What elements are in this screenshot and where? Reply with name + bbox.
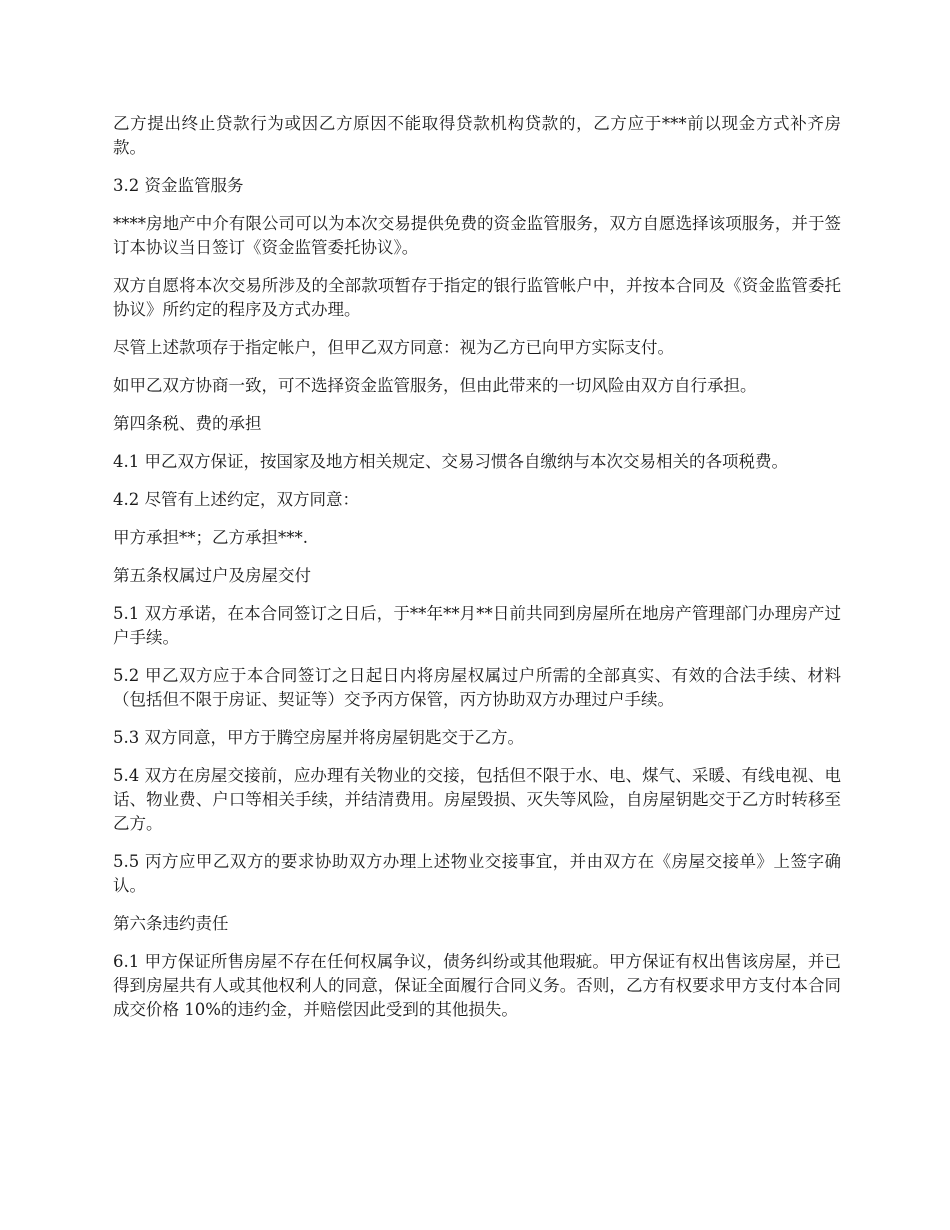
paragraph-opt-out-risk: 如甲乙双方协商一致，可不选择资金监管服务，但由此带来的一切风险由双方自行承担。: [113, 376, 757, 395]
paragraph-escrow-account: 双方自愿将本次交易所涉及的全部款项暂存于指定的银行监管帐户中，并按本合同及《资金监管委托协议》所约定的程序及方式办理。: [113, 276, 841, 319]
paragraph-5-3: 5.3 双方同意，甲方于腾空房屋并将房屋钥匙交于乙方。: [113, 728, 524, 747]
document-page: [113, 112, 841, 1036]
paragraph-4-2: 4.2 尽管有上述约定，双方同意：: [113, 490, 359, 509]
section-heading-article-6: 第六条违约责任: [113, 914, 229, 933]
section-heading-3-2: 3.2 资金监管服务: [113, 176, 244, 195]
paragraph-5-2: 5.2 甲乙双方应于本合同签订之日起日内将房屋权属过户所需的全部真实、有效的合法手续、材料（包括但不限于房证、契证等）交予丙方保管，丙方协助双方办理过户手续。: [113, 666, 841, 709]
paragraph-4-1: 4.1 甲乙双方保证，按国家及地方相关规定、交易习惯各自缴纳与本次交易相关的各项税费。: [113, 452, 788, 471]
paragraph-5-4: 5.4 双方在房屋交接前，应办理有关物业的交接，包括但不限于水、电、煤气、采暖、有线电视、电话、物业费、户口等相关手续，并结清费用。房屋毁损、灭失等风险，自房屋钥匙交于乙方时转移至乙方。: [113, 766, 841, 833]
paragraph-fee-split: 甲方承担**；乙方承担***.: [113, 528, 308, 547]
paragraph-deemed-payment: 尽管上述款项存于指定帐户，但甲乙双方同意：视为乙方已向甲方实际支付。: [113, 338, 674, 357]
section-heading-article-4: 第四条税、费的承担: [113, 414, 262, 433]
paragraph-5-5: 5.5 丙方应甲乙双方的要求协助双方办理上述物业交接事宜，并由双方在《房屋交接单》上签字确认。: [113, 852, 841, 895]
paragraph-6-1: 6.1 甲方保证所售房屋不存在任何权属争议，债务纠纷或其他瑕疵。甲方保证有权出售该房屋，并已得到房屋共有人或其他权利人的同意，保证全面履行合同义务。否则，乙方有权要求甲方支付本合同成交价格 10%的违约金，并赔偿因此受到的其他损失。: [113, 952, 841, 1019]
paragraph-loan-termination: 乙方提出终止贷款行为或因乙方原因不能取得贷款机构贷款的，乙方应于***前以现金方式补齐房款。: [113, 114, 841, 157]
paragraph-5-1: 5.1 双方承诺，在本合同签订之日后，于**年**月**日前共同到房屋所在地房产管理部门办理房产过户手续。: [113, 604, 841, 647]
section-heading-article-5: 第五条权属过户及房屋交付: [113, 566, 311, 585]
paragraph-fund-supervision-offer: ****房地产中介有限公司可以为本次交易提供免费的资金监管服务，双方自愿选择该项服务，并于签订本协议当日签订《资金监管委托协议》。: [113, 214, 841, 257]
